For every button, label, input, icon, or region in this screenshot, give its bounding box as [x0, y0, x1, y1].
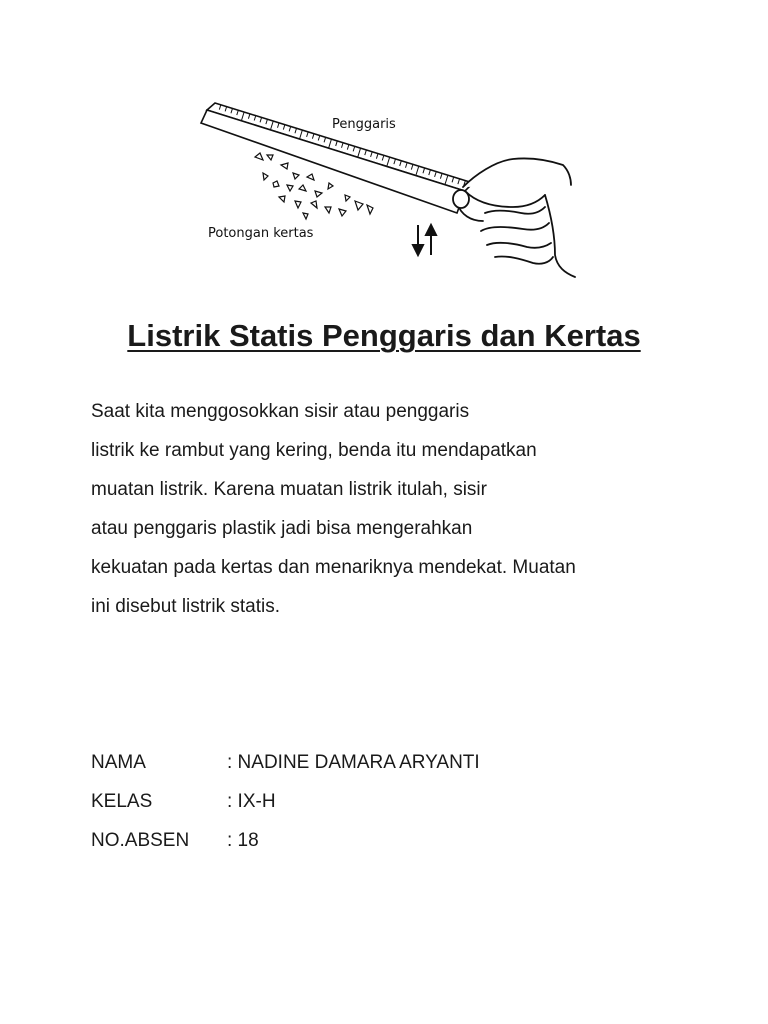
- illustration-svg: [195, 95, 595, 295]
- body-paragraph: [91, 392, 691, 626]
- ruler-label: Penggaris: [332, 117, 396, 132]
- identity-key-name: NAMA: [91, 752, 146, 773]
- identity-value-name: : NADINE DAMARA ARYANTI: [227, 752, 480, 773]
- document-title: Listrik Statis Penggaris dan Kertas: [127, 318, 641, 353]
- paragraph-line: kekuatan pada kertas dan menariknya mendekat. Muatan: [91, 557, 576, 578]
- identity-row-number: [91, 821, 480, 860]
- up-down-arrows-icon: [413, 225, 436, 255]
- identity-value-number: : 18: [227, 830, 259, 851]
- paragraph-line: listrik ke rambut yang kering, benda itu mendapatkan: [91, 440, 537, 461]
- identity-key-class: KELAS: [91, 791, 153, 812]
- paragraph-line: ini disebut listrik statis.: [91, 596, 281, 617]
- paper-pieces-label: Potongan kertas: [208, 226, 314, 241]
- identity-row-name: [91, 743, 480, 782]
- identity-value-class: : IX-H: [227, 791, 276, 812]
- paragraph-line: muatan listrik. Karena muatan listrik itulah, sisir: [91, 479, 487, 500]
- student-identity: [91, 743, 480, 860]
- paragraph-line: Saat kita menggosokkan sisir atau penggaris: [91, 401, 470, 422]
- ruler-paper-illustration: [195, 95, 595, 295]
- paragraph-line: atau penggaris plastik jadi bisa mengerahkan: [91, 518, 473, 539]
- hand: [453, 158, 575, 277]
- identity-row-class: [91, 782, 480, 821]
- identity-key-number: NO.ABSEN: [91, 830, 190, 851]
